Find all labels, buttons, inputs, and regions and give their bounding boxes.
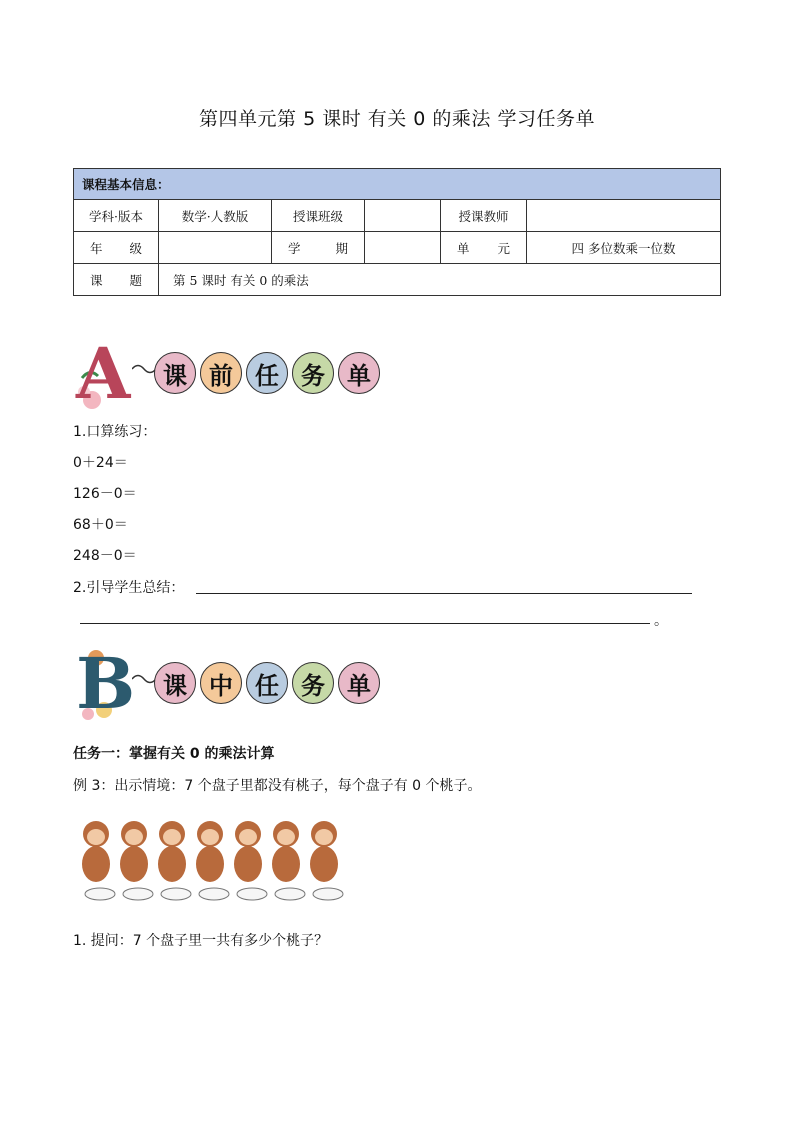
end-mark: 。	[654, 613, 668, 629]
question-1: 1.口算练习：	[73, 424, 157, 440]
in-class-task-banner	[74, 642, 394, 728]
empty-plate-icon	[275, 888, 305, 900]
banner-b-circles	[154, 662, 380, 704]
page-title: 第四单元第 5 课时 有关 0 的乘法 学习任务单	[199, 108, 595, 130]
calc-item-2: 126－0＝	[73, 486, 137, 502]
banner-b-char-1: 课	[154, 662, 196, 704]
monkey-icon	[310, 821, 338, 882]
letter-b-icon: B	[76, 642, 136, 725]
monkey-icon	[272, 821, 300, 882]
banner-a-char-4: 务	[292, 352, 334, 394]
empty-plate-icon	[199, 888, 229, 900]
answer-line-2[interactable]	[80, 623, 650, 624]
banner-a-char-1: 课	[154, 352, 196, 394]
banner-b-char-2: 中	[200, 662, 242, 704]
empty-plate-icon	[161, 888, 191, 900]
banner-b-char-4: 务	[292, 662, 334, 704]
class-label: 授课班级	[272, 200, 365, 232]
course-info-table	[73, 168, 721, 296]
class-value	[365, 200, 441, 232]
monkey-icon	[82, 821, 110, 882]
empty-plate-icon	[313, 888, 343, 900]
grade-label: 年 级	[74, 232, 159, 264]
example-3: 例 3：出示情境：7 个盘子里都没有桃子，每个盘子有 0 个桃子。	[73, 778, 482, 794]
banner-a-char-3: 任	[246, 352, 288, 394]
table-header: 课程基本信息：	[74, 169, 721, 200]
banner-a-circles	[154, 352, 380, 394]
topic-label: 课 题	[74, 264, 159, 296]
question-2: 2.引导学生总结：	[73, 580, 185, 596]
connector-icon	[132, 672, 156, 686]
teacher-label: 授课教师	[441, 200, 527, 232]
monkey-icon	[120, 821, 148, 882]
question-ask: 1. 提问：7 个盘子里一共有多少个桃子？	[73, 933, 329, 949]
connector-icon	[132, 362, 156, 376]
banner-b-char-5: 单	[338, 662, 380, 704]
letter-a-icon: A	[76, 332, 131, 415]
term-value	[365, 232, 441, 264]
calc-item-4: 248－0＝	[73, 548, 137, 564]
subject-label: 学科·版本	[74, 200, 159, 232]
topic-value: 第 5 课时 有关 0 的乘法	[159, 264, 721, 296]
term-label: 学 期	[272, 232, 365, 264]
empty-plate-icon	[123, 888, 153, 900]
monkey-icon	[158, 821, 186, 882]
banner-b-char-3: 任	[246, 662, 288, 704]
teacher-value	[527, 200, 721, 232]
task-1-heading: 任务一：掌握有关 0 的乘法计算	[73, 746, 275, 762]
banner-a-char-5: 单	[338, 352, 380, 394]
unit-label: 单 元	[441, 232, 527, 264]
empty-plate-icon	[237, 888, 267, 900]
calc-item-1: 0＋24＝	[73, 455, 128, 471]
empty-plate-icon	[85, 888, 115, 900]
monkeys-plates-illustration	[76, 810, 356, 910]
monkey-icon	[234, 821, 262, 882]
unit-value: 四 多位数乘一位数	[527, 232, 721, 264]
subject-value: 数学·人教版	[159, 200, 272, 232]
pre-class-task-banner	[74, 332, 394, 418]
calc-item-3: 68＋0＝	[73, 517, 128, 533]
answer-line-1[interactable]	[196, 593, 692, 594]
grade-value	[159, 232, 272, 264]
banner-a-char-2: 前	[200, 352, 242, 394]
monkey-icon	[196, 821, 224, 882]
